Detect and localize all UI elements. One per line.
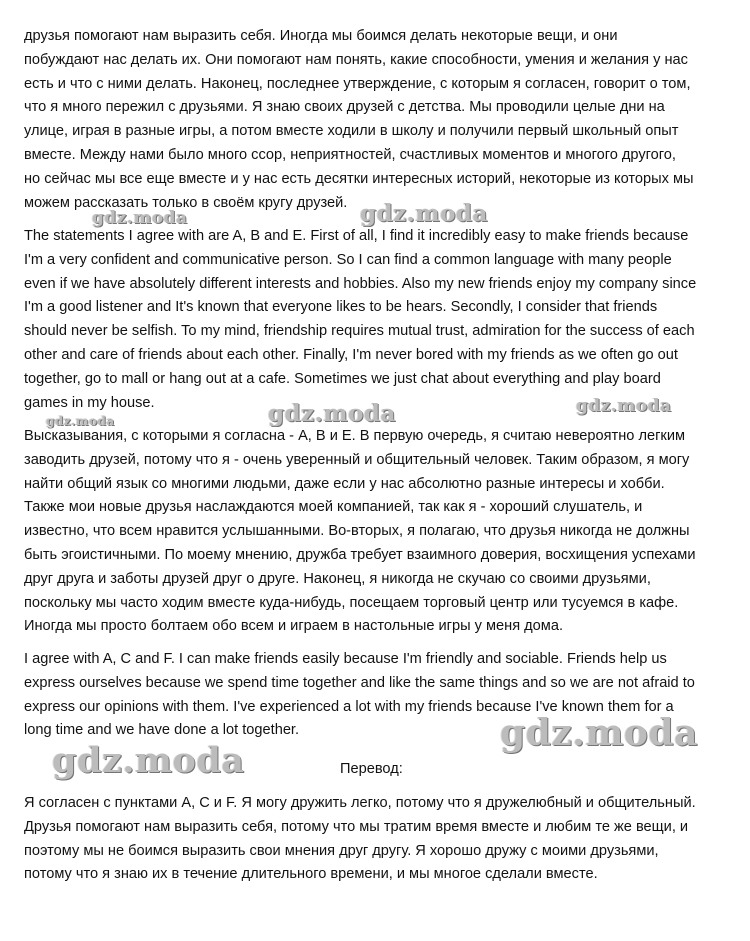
watermark-logo: gdz.moda <box>576 396 672 416</box>
watermark-logo: gdz.moda <box>92 208 188 228</box>
paragraph-ru-continuation: друзья помогают нам выразить себя. Иногда мы боимся делать некоторые вещи, и они побуждают нас делать их. Они помогают нам понять, какие способности, умения и желания у нас есть и что с ними делать. Наконец, последнее утверждение, с которым я согласен, говорит о том, что я много пережил с друзьями. Я знаю своих друзей с детства. Мы проводили целые дни на улице, играя в разные игры, а потом вместе ходили в школу и получили первый школьный опыт вместе. Между нами было много ссор, неприятностей, счастливых моментов и многого другого, но сейчас мы все еще вместе и у нас есть десятки интересных историй, некоторые из которых мы можем рассказать только в своём кругу друзей. <box>24 28 694 211</box>
translation-label: Перевод: <box>340 761 403 777</box>
paragraph-en-statements: The statements I agree with are A, B and E. First of all, I find it incredibly easy to make friends because I'm a very confident and communicative person. So I can find a common language with many people even if we have absolutely different interests and hobbies. Also my new friends enjoy my company since I'm a good listener and It's known that everyone likes to be hears. Secondly, I consider that friends should never be selfish. To my mind, friendship requires mutual trust, admiration for the success of each other and care of friends about each other. Finally, I'm never bored with my friends as we often go out together, go to mall or hang out at a cafe. Sometimes we just chat about everything and play board games in my house. <box>24 228 697 411</box>
watermark-logo: gdz.moda <box>52 740 245 781</box>
watermark-logo: gdz.moda <box>268 400 396 427</box>
watermark-logo: gdz.moda <box>500 712 698 754</box>
paragraph-ru-agree-translation: Я согласен с пунктами A, C и F. Я могу дружить легко, потому что я дружелюбный и общительный. Друзья помогают нам выразить себя, потому что мы тратим время вместе и любим те же вещи, и поэтому мы не боимся выразить свои мнения друг другу. Я хорошо дружу с моими друзьями, потому что я знаю их в течение длительного времени, и мы многое сделали вместе. <box>24 795 696 883</box>
paragraph-ru-statements-translation: Высказывания, с которыми я согласна - A, B и E. В первую очередь, я считаю невероятно легким заводить друзей, потому что я - очень уверенный и общительный человек. Таким образом, я могу найти общий язык со многими людьми, даже если у нас абсолютно разные интересы и хобби. Также мои новые друзья наслаждаются моей компанией, так как я - хороший слушатель, и известно, что всем нравится услышанными. Во-вторых, я полагаю, что друзья никогда не должны быть эгоистичными. По моему мнению, дружба требует взаимного доверия, восхищения успехами друг друга и заботы друзей друг о друге. Наконец, я никогда не скучаю со своими друзьями, поскольку мы часто ходим вместе куда-нибудь, посещаем торговый центр или тусуемся в кафе. Иногда мы просто болтаем обо всем и играем в настольные игры у меня дома. <box>24 428 696 635</box>
paragraph-en-agree: I agree with A, C and F. I can make friends easily because I'm friendly and sociable. Friends help us express ourselves because we spend time together and like the same things and so we are not afraid to express our opinions with them. I've experienced a lot with my friends because I've known them for a long time and we have done a lot together. <box>24 651 695 739</box>
watermark-logo: gdz.moda <box>46 414 115 428</box>
watermark-logo: gdz.moda <box>360 200 488 227</box>
